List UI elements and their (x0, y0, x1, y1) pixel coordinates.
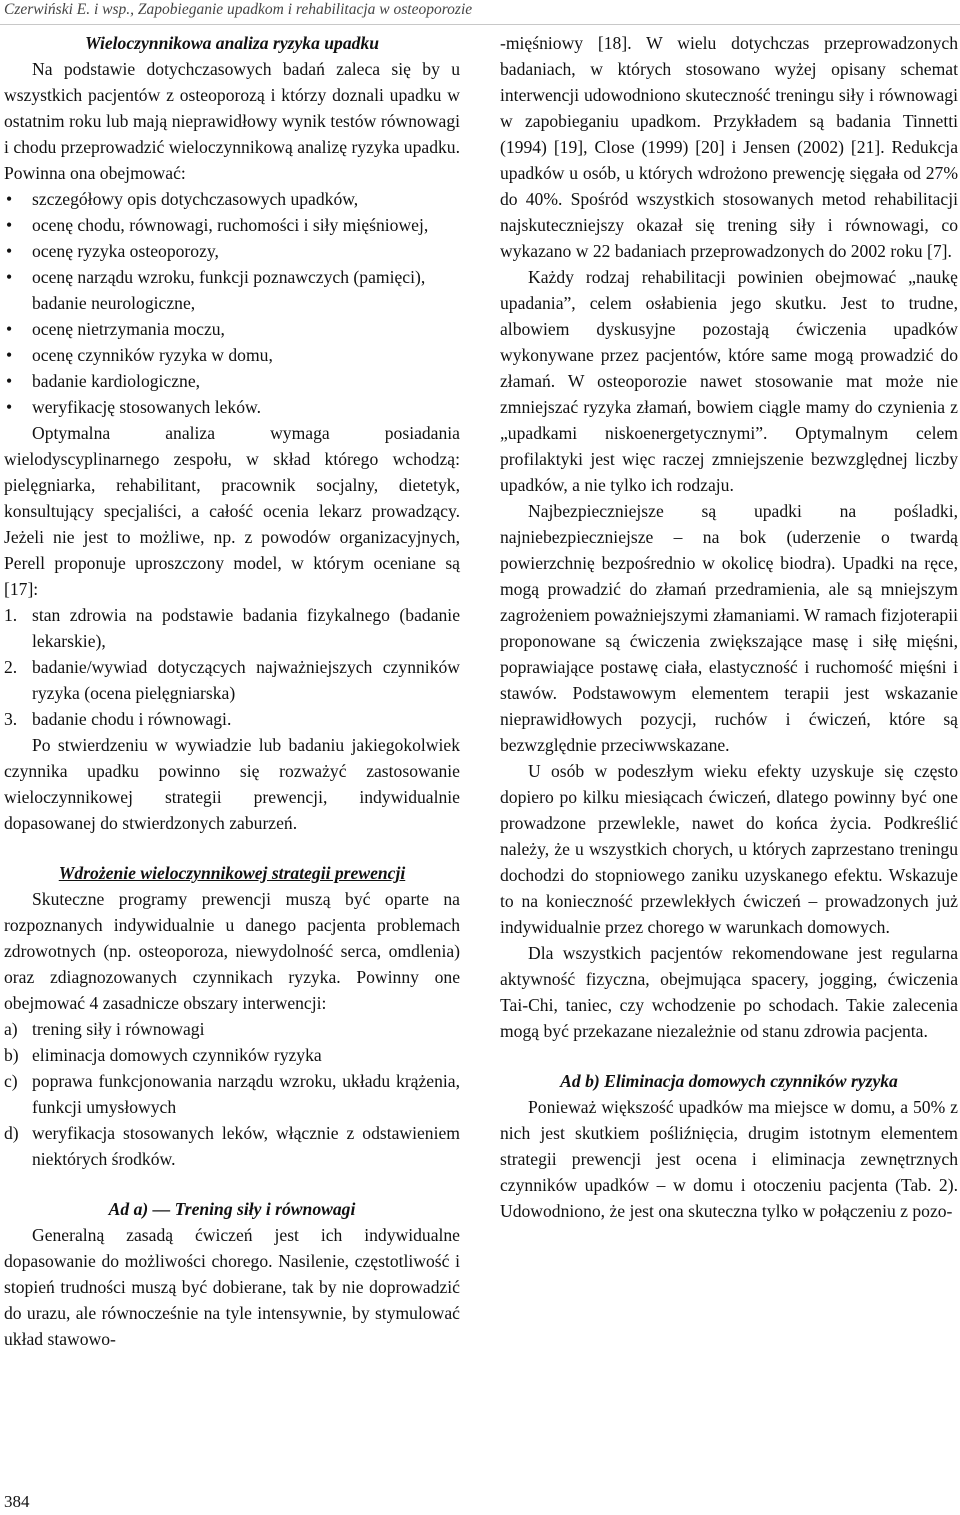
list-item-text: poprawa funkcjonowania narządu wzroku, układu krążenia, funkcji umysłowych (32, 1071, 460, 1117)
page-number: 384 (4, 1492, 30, 1511)
bullet-item: • ocenę czynników ryzyka w domu, (4, 342, 460, 368)
bullet-item: • ocenę ryzyka osteoporozy, (4, 238, 460, 264)
spacer (500, 1044, 958, 1068)
section-heading-home-risk-factors: Ad b) Eliminacja domowych czynników ryzyka (560, 1071, 898, 1091)
list-marker: b) (4, 1045, 19, 1065)
list-item-text: eliminacja domowych czynników ryzyka (32, 1045, 322, 1065)
bullet-item: • ocenę narządu wzroku, funkcji poznawczych (pamięci), badanie neurologiczne, (4, 264, 460, 316)
list-item-text: weryfikacja stosowanych leków, włącznie z odstawieniem niektórych środków. (32, 1123, 460, 1169)
paragraph-elderly-effects: U osób w podeszłym wieku efekty uzyskuje się często dopiero po kilku miesiącach ćwiczeń, dlatego powinny być one prowadzone przewlekle, nawet do końca życia. Podkreślić należy, że u wszystkich chorych, u których zaprzestano treningu dochodzi do stopniowego zaniku uzyskanego efektu. Wskazuje to na konieczność przewlekłych ćwiczeń – prowadzonych już indywidualnie przez chorego w warunkach domowych. (500, 761, 958, 937)
list-item-text: stan zdrowia na podstawie badania fizykalnego (badanie lekarskie), (32, 605, 460, 651)
lettered-item (4, 1042, 460, 1068)
numbered-item (4, 602, 460, 654)
spacer (4, 1172, 460, 1196)
risk-analysis-bullet-list (4, 186, 460, 420)
paragraph-prevention-programs: Skuteczne programy prewencji muszą być oparte na rozpoznanych indywidualnie u danego pacjenta problemach zdrowotnych (np. osteoporoza, niewydolność serca, omdlenia) oraz zdiagnozowanych czynnikach ryzyka. Powinny one obejmować 4 zasadnicze obszary interwencji: (4, 889, 460, 1013)
simplified-model-list (4, 602, 460, 732)
paragraph-training-principles: Generalną zasadą ćwiczeń jest ich indywidualne dopasowanie do możliwości chorego. Nasilenie, częstotliwość i stopień trudności muszą być dobierane, tak by nie doprowadzić do urazu, ale równocześnie na tyle intensywnie, by stymulować układ stawowo- (4, 1225, 460, 1349)
paragraph-home-elimination: Ponieważ większość upadków ma miejsce w domu, a 50% z nich jest skutkiem pośliźnięcia, drugim istotnym elementem strategii prewencji jest ocena i eliminacja zewnętrznych czynników upadków – w domu i otoczeniu pacjenta (Tab. 2). Udowodniono, że jest ona skuteczna tylko w połączeniu z pozo- (500, 1097, 958, 1221)
numbered-item (4, 654, 460, 706)
lettered-item (4, 1068, 460, 1120)
intervention-areas-list (4, 1016, 460, 1172)
bullet-item: • weryfikację stosowanych leków. (4, 394, 460, 420)
list-marker: 1. (4, 605, 18, 625)
lettered-item (4, 1120, 460, 1172)
running-header: Czerwiński E. i wsp., Zapobieganie upadkom i rehabilitacja w osteoporozie (4, 1, 473, 18)
list-item-text: badanie/wywiad dotyczących najważniejszych czynników ryzyka (ocena pielęgniarska) (32, 657, 460, 703)
list-item-text: trening siły i równowagi (32, 1019, 205, 1039)
list-item-text: badanie chodu i równowagi. (32, 709, 232, 729)
header-rule (0, 24, 960, 25)
numbered-item (4, 706, 460, 732)
list-marker: a) (4, 1019, 18, 1039)
paragraph-safe-falls: Najbezpieczniejsze są upadki na pośladki, najniebezpieczniejsze – na bok (uderzenie o twardą powierzchnię bezpośrednio w okolicę biodra). Upadki na ręce, mogą prowadzić do złamań przedramienia, ale są mniejszym zagrożeniem poważniejszymi złamaniami. W ramach fizjoterapii proponowane są ćwiczenia zwiększające masę i siłę mięśni, poprawiające postawę ciała, elastyczność i ruchomość mięśni i stawów. Podstawowym elementem terapii jest wskazanie nieprawidłowych pozycji, ruchów i ćwiczeń, które są bezwzględnie przeciwwskazane. (500, 501, 958, 755)
paragraph-prevention-strategy: Po stwierdzeniu w wywiadzie lub badaniu jakiegokolwiek czynnika upadku powinno się rozważyć zastosowanie wieloczynnikowej strategii prewencji, indywidualnie dopasowanej do stwierdzonych zaburzeń. (4, 735, 460, 833)
list-marker: 2. (4, 657, 18, 677)
list-marker: d) (4, 1123, 19, 1143)
paragraph-risk-analysis-intro: Na podstawie dotychczasowych badań zaleca się by u wszystkich pacjentów z osteoporozą i którzy doznali upadku w ostatnim roku lub mają nieprawidłowy wynik testów równowagi i chodu przeprowadzić wieloczynnikową analizę ryzyka upadku. Powinna ona obejmować: (4, 59, 460, 183)
paragraph-multidisciplinary-team: Optymalna analiza wymaga posiadania wielodyscyplinarnego zespołu, w skład którego wchodzą: pielęgniarka, rehabilitant, pracownik socjalny, dietetyk, konsultujący specjaliści, a całość ocenia lekarz prowadzący. Jeżeli nie jest to możliwe, np. z powodów organizacyjnych, Perell proponuje uproszczony model, w którym oceniane są [17]: (4, 423, 460, 599)
right-column (500, 30, 958, 1224)
section-heading-strategy-implementation: Wdrożenie wieloczynnikowej strategii prewencji (58, 863, 406, 883)
spacer (4, 836, 460, 860)
list-marker: 3. (4, 709, 18, 729)
bullet-item: • ocenę nietrzymania moczu, (4, 316, 460, 342)
bullet-item: • ocenę chodu, równowagi, ruchomości i siły mięśniowej, (4, 212, 460, 238)
bullet-item: • szczegółowy opis dotychczasowych upadków, (4, 186, 460, 212)
paragraph-learning-to-fall: Każdy rodzaj rehabilitacji powinien obejmować „naukę upadania”, celem osłabienia jego skutku. Jest to trudne, albowiem dyskusyjne pozostają ćwiczenia upadków wykonywane przez pacjentów, które same mogą prowadzić do złamań. W osteoporozie nawet stosowanie mat może nie zmniejszać ryzyka złamań, bowiem ciągle mamy do czynienia z „upadkami niskoenergetycznymi”. Optymalnym celem profilaktyki jest więc raczej zmniejszenie bezwzględnej liczby upadków, a nie tylko ich rodzaju. (500, 267, 958, 495)
section-heading-risk-analysis: Wieloczynnikowa analiza ryzyka upadku (84, 33, 380, 53)
paragraph-training-evidence: -mięśniowy [18]. W wielu dotychczas przeprowadzonych badaniach, w których stosowano wyżej opisany schemat interwencji udowodniono skuteczność treningu siły i równowagi w zapobieganiu upadkom. Przykładem są badania Tinnetti (1994) [19], Close (1999) [20] i Jensen (2002) [21]. Redukcja upadków u osób, u których wdrożono prewencję sięgała od 27% do 40%. Spośród wszystkich stosowanych metod rehabilitacji najskuteczniejszy okazał się trening siły i równowagi, co wykazano w 22 badaniach przeprowadzonych do 2002 roku [7]. (500, 33, 958, 261)
bullet-item: • badanie kardiologiczne, (4, 368, 460, 394)
lettered-item (4, 1016, 460, 1042)
list-marker: c) (4, 1071, 18, 1091)
left-column (4, 30, 460, 1352)
paragraph-physical-activity: Dla wszystkich pacjentów rekomendowane jest regularna aktywność fizyczna, obejmująca spacery, jogging, ćwiczenia Tai-Chi, taniec, czy wchodzenie po schodach. Takie zalecenia mogą być przekazane niezależnie od stanu zdrowia pacjenta. (500, 943, 958, 1041)
section-heading-strength-training: Ad a) — Trening siły i równowagi (108, 1199, 356, 1219)
